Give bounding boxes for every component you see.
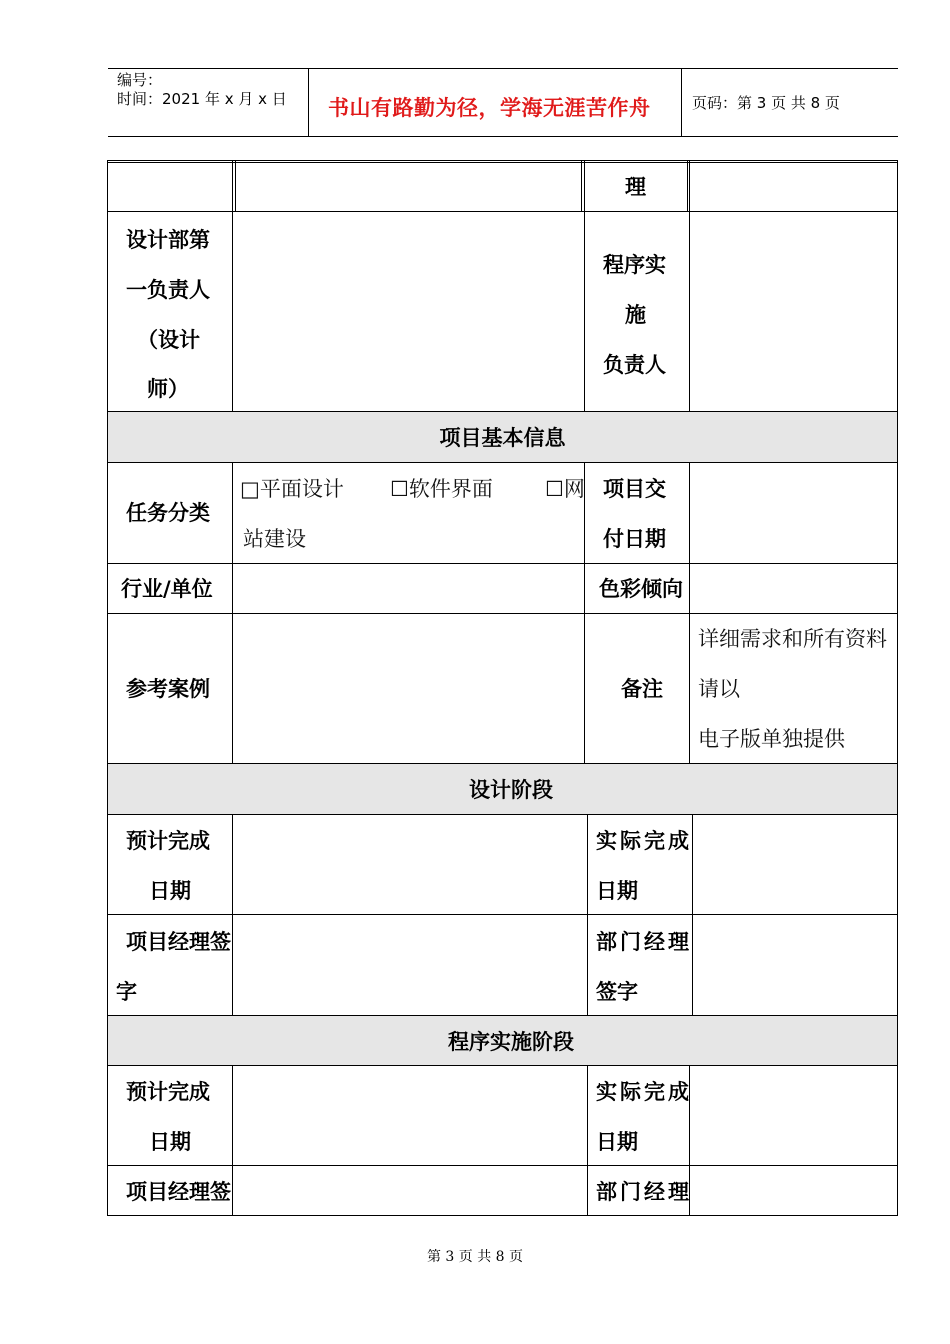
task-option-software-ui[interactable]: ☐软件界面	[390, 477, 493, 501]
col-rule	[689, 462, 690, 763]
prog-actual-date-label-line2: 日期	[596, 1130, 638, 1154]
col-rule	[232, 1065, 233, 1215]
col-rule	[689, 160, 690, 411]
col-rule	[587, 1065, 588, 1215]
design-dept-sign-label-line2: 签字	[596, 980, 638, 1004]
prog-pm-sign-label: 项目经理签	[126, 1180, 231, 1204]
col-rule	[232, 160, 233, 411]
design-actual-date-label-line1: 实际完成	[596, 829, 692, 853]
header-top-rule	[108, 68, 898, 69]
col-rule	[232, 462, 233, 763]
prog-dept-sign-label: 部门经理	[596, 1180, 692, 1204]
header-motto: 书山有路勤为径，学海无涯苦作舟	[328, 96, 651, 120]
design-lead-label-line2: 一负责人	[126, 278, 210, 302]
section-design-title: 设计阶段	[469, 778, 553, 802]
industry-unit-label: 行业/单位	[121, 577, 213, 601]
task-category-label: 任务分类	[126, 501, 210, 525]
row-rule	[107, 914, 898, 915]
document-date: 时间：2021 年 x 月 x 日	[117, 90, 287, 108]
delivery-date-label-line1: 项目交	[603, 477, 666, 501]
row0-right-label: 理	[625, 175, 646, 199]
row-rule	[107, 1165, 898, 1166]
section-basic-info-title: 项目基本信息	[439, 426, 566, 450]
col-rule	[692, 814, 693, 1015]
prog-actual-date-label-line1: 实际完成	[596, 1080, 692, 1104]
header-page-info: 页码：第 3 页 共 8 页	[692, 94, 840, 112]
col-rule	[687, 160, 688, 211]
design-dept-sign-label-line1: 部门经理	[596, 930, 692, 954]
prog-est-date-label-line1: 预计完成	[126, 1080, 210, 1104]
reference-case-label: 参考案例	[126, 677, 210, 701]
header-divider-1	[308, 68, 309, 136]
task-option-website[interactable]: ☐网	[545, 477, 585, 501]
row-rule	[107, 563, 898, 564]
program-lead-label-line1: 程序实	[603, 253, 666, 277]
col-rule	[235, 160, 236, 211]
col-rule	[584, 160, 585, 411]
delivery-date-label-line2: 付日期	[603, 527, 666, 551]
design-lead-label-line4: 师）	[147, 377, 189, 401]
design-pm-sign-label-line2: 字	[116, 980, 137, 1004]
row-rule	[107, 411, 898, 412]
document-number-label: 编号：	[117, 71, 163, 89]
col-rule	[581, 160, 582, 211]
prog-est-date-label-line2: 日期	[149, 1130, 191, 1154]
remarks-note-line2: 请以	[698, 677, 740, 701]
design-lead-label-line3: （设计	[137, 328, 200, 352]
program-lead-label-line2: 施	[625, 303, 646, 327]
row-rule	[107, 1015, 898, 1016]
color-preference-label: 色彩倾向	[599, 577, 683, 601]
header-bottom-rule	[108, 136, 898, 137]
table-top-double-rule	[107, 162, 898, 163]
program-lead-label-line3: 负责人	[603, 353, 666, 377]
footer-page-number: 第 3 页 共 8 页	[426, 1249, 524, 1265]
task-option-graphic-design[interactable]: □平面设计	[240, 477, 344, 501]
remarks-note-line1: 详细需求和所有资料	[698, 627, 887, 651]
design-est-date-label-line2: 日期	[149, 879, 191, 903]
design-pm-sign-label-line1: 项目经理签	[126, 930, 231, 954]
design-lead-label-line1: 设计部第	[126, 228, 210, 252]
col-rule	[587, 814, 588, 1015]
remarks-label: 备注	[621, 677, 663, 701]
header-divider-2	[681, 68, 682, 136]
design-est-date-label-line1: 预计完成	[126, 829, 210, 853]
remarks-note-line3: 电子版单独提供	[698, 727, 845, 751]
col-rule	[232, 814, 233, 1015]
design-actual-date-label-line2: 日期	[596, 879, 638, 903]
section-program-title: 程序实施阶段	[448, 1030, 574, 1054]
row-rule	[107, 211, 898, 212]
project-form-table	[107, 160, 898, 1216]
task-option-website-cont: 站建设	[243, 527, 306, 551]
